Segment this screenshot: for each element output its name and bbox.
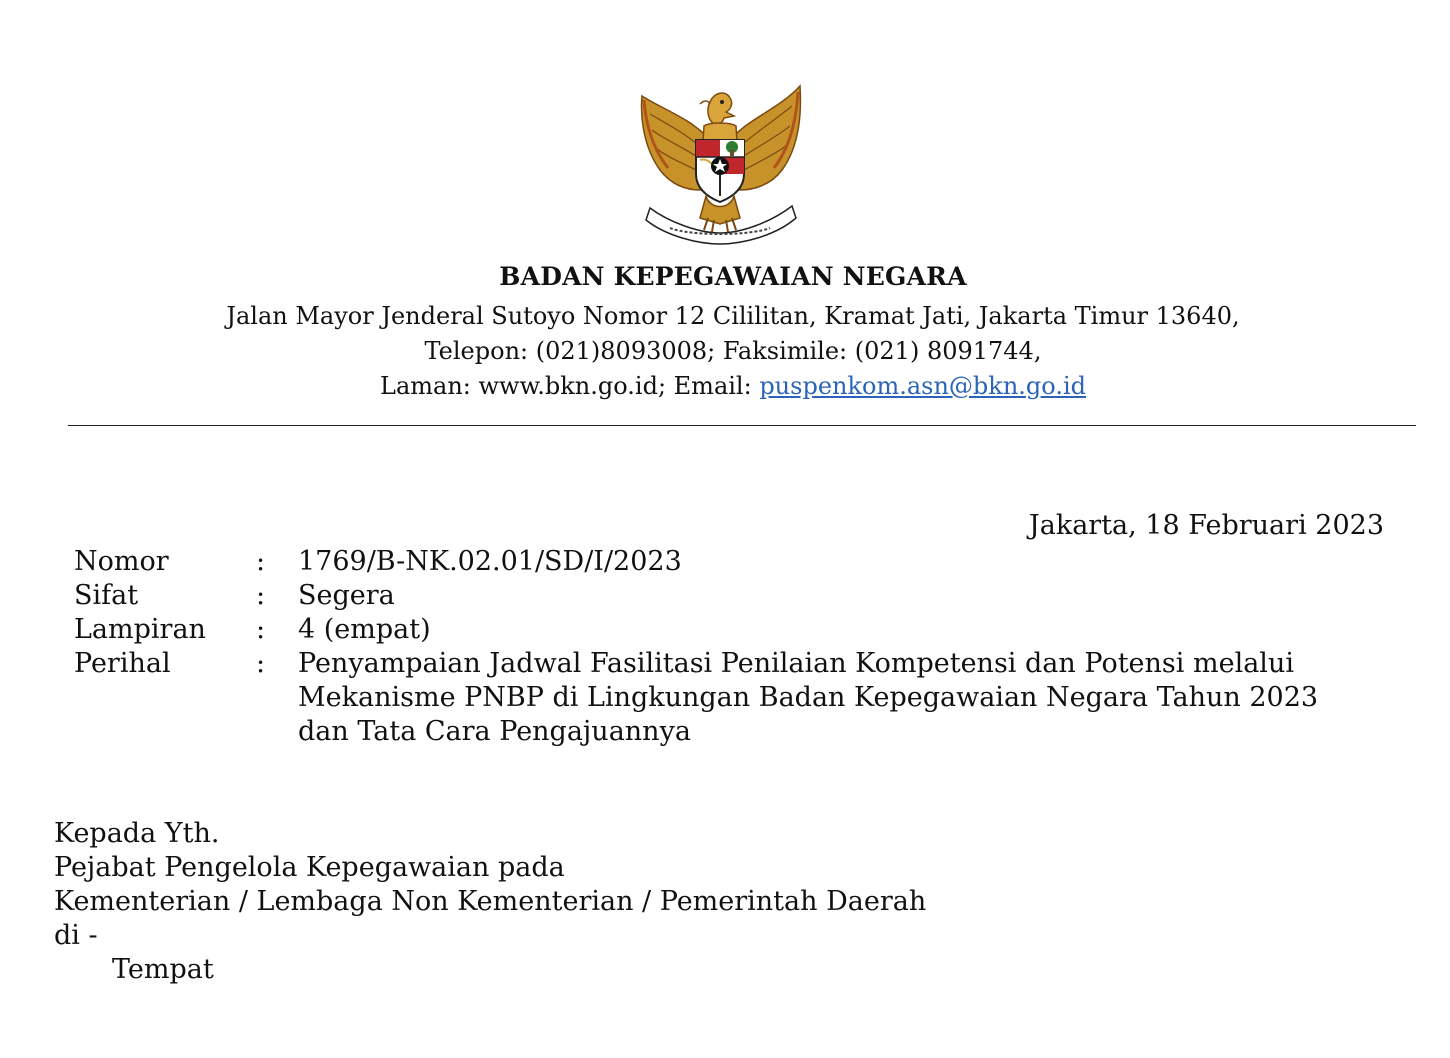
meta-value-subject [298,647,1368,749]
meta-label: Perihal [74,648,171,679]
letterhead-divider [68,425,1416,426]
recipient-place: Tempat [112,954,214,985]
address-line-street: Jalan Mayor Jenderal Sutoyo Nomor 12 Cililitan, Kramat Jati, Jakarta Timur 13640, [226,302,1240,330]
subject-line: dan Tata Cara Pengajuannya [298,716,691,747]
subject-line: Mekanisme PNBP di Lingkungan Badan Kepegawaian Negara Tahun 2023 [298,682,1319,713]
meta-label: Nomor [74,546,169,577]
meta-label: Sifat [74,580,139,611]
recipient-di: di - [54,920,98,951]
meta-row-sifat [74,579,1368,613]
address-line-phone: Telepon: (021)8093008; Faksimile: (021) 8091744, [424,337,1042,365]
letter-date: Jakarta, 18 Februari 2023 [1028,510,1384,541]
meta-value: 1769/B-NK.02.01/SD/I/2023 [298,546,682,577]
meta-label: Lampiran [74,614,206,645]
website-label: Laman: www.bkn.go.id; Email: [380,372,760,400]
recipient-salutation: Kepada Yth. [54,818,220,849]
recipient-title: Pejabat Pengelola Kepegawaian pada [54,852,565,883]
meta-colon: : [256,614,266,645]
garuda-emblem-icon [630,78,810,250]
meta-row-lampiran [74,613,1368,647]
meta-row-nomor [74,545,1368,579]
address-line-contact [0,372,1450,400]
recipient-institutions: Kementerian / Lembaga Non Kementerian / Pemerintah Daerah [54,886,927,917]
meta-colon: : [256,546,266,577]
meta-value: Segera [298,580,395,611]
email-link[interactable]: puspenkom.asn@bkn.go.id [759,372,1086,400]
meta-colon: : [256,580,266,611]
meta-value: 4 (empat) [298,614,431,645]
letter-meta [74,545,1368,749]
agency-name: BADAN KEPEGAWAIAN NEGARA [499,262,967,291]
recipient-block [54,817,926,987]
subject-line: Penyampaian Jadwal Fasilitasi Penilaian Kompetensi dan Potensi melalui [298,648,1294,679]
meta-row-perihal [74,647,1368,749]
meta-colon: : [256,648,266,679]
